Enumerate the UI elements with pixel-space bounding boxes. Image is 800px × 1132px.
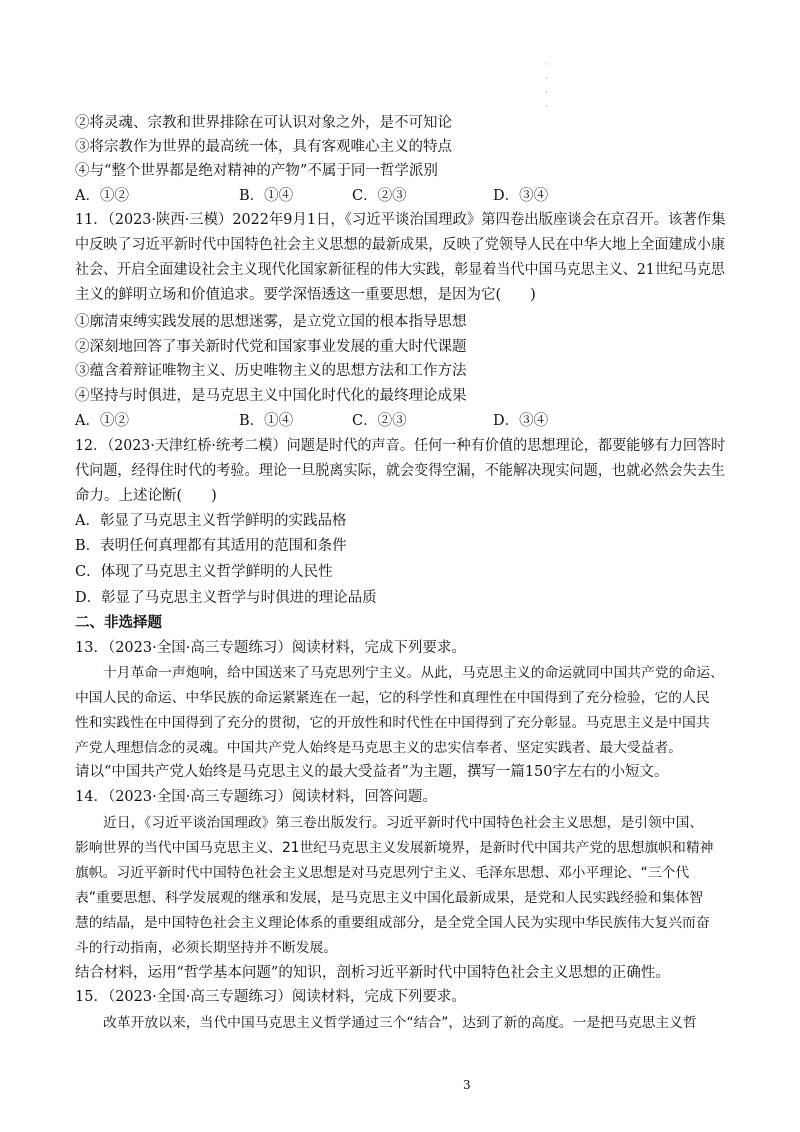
q10-item-2: ②将灵魂、宗教和世界排除在可认识对象之外，是不可知论 — [75, 115, 452, 131]
q11-item-2: ②深刻地回答了事关新时代党和国家事业发展的重大时代课题 — [75, 339, 467, 355]
q11-item-3: ③蕴含着辩证唯物主义、历史唯物主义的思想方法和工作方法 — [75, 363, 467, 379]
q11-stem-line-2: 中反映了习近平新时代中国特色社会主义思想的最新成果，反映了党领导人民在中华大地上全面建成小康 — [75, 237, 725, 253]
q13-head: 13．（2023·全国·高三专题练习）阅读材料，完成下列要求。 — [75, 640, 466, 656]
q15-head: 15．（2023·全国·高三专题练习）阅读材料，完成下列要求。 — [75, 989, 466, 1005]
q10-option-d[interactable]: D．③④ — [493, 188, 549, 204]
q12-option-c[interactable]: C．体现了马克思主义哲学鲜明的人民性 — [75, 564, 333, 580]
q11-stem-line-3: 社会、开启全面建设社会主义现代化国家新征程的伟大实践，彰显着当代中国马克思主义、21世纪马克思 — [75, 262, 725, 278]
q11-options — [75, 409, 725, 433]
document-page — [75, 0, 725, 1132]
q14-material-line-1: 近日，《习近平谈治国理政》第三卷出版发行。习近平新时代中国特色社会主义思想，是引领中国、 — [103, 815, 704, 831]
q13-material-line-4: 产党人理想信念的灵魂。中国共产党人始终是马克思主义的忠实信奉者、坚定实践者、最大受益者。 — [75, 740, 683, 756]
q11-stem-line-4: 主义的鲜明立场和价值追求。要学深悟透这一重要思想，是因为它( ) — [75, 287, 536, 303]
q13-material-line-1: 十月革命一声炮响，给中国送来了马克思列宁主义。从此，马克思主义的命运就同中国共产党的命运、 — [103, 665, 724, 681]
q14-material-line-4: 表”重要思想、科学发展观的继承和发展，是马克思主义中国化最新成果，是党和人民实践经验和集体智 — [75, 890, 704, 906]
q11-item-4: ④坚持与时俱进，是马克思主义中国化时代化的最终理论成果 — [75, 388, 467, 404]
q12-stem-line-3: 命力。上述论断( ) — [75, 488, 217, 504]
q11-item-1: ①廓清束缚实践发展的思想迷雾，是立党立国的根本指导思想 — [75, 314, 467, 330]
q10-item-4: ④与“整个世界都是绝对精神的产物”不属于同一哲学派别 — [75, 163, 438, 179]
q10-option-b[interactable]: B．①④ — [239, 188, 294, 204]
q10-item-3: ③将宗教作为世界的最高统一体，具有客观唯心主义的特点 — [75, 139, 452, 155]
q13-task: 请以“中国共产党人始终是马克思主义的最大受益者”为主题，撰写一篇150字左右的小短文。 — [75, 764, 669, 780]
q12-stem-line-1: 12．（2023·天津红桥·统考二模）问题是时代的声音。任何一种有价值的思想理论，都要能够有力回答时 — [75, 438, 726, 454]
q14-task: 结合材料，运用“哲学基本问题”的知识，剖析习近平新时代中国特色社会主义思想的正确性。 — [75, 965, 670, 981]
q11-option-d[interactable]: D．③④ — [493, 413, 549, 429]
q14-material-line-2: 影响世界的当代中国马克思主义、21世纪马克思主义发展新境界，是新时代中国共产党的思想旗帜和精神 — [75, 840, 714, 856]
q11-option-b[interactable]: B．①④ — [239, 413, 294, 429]
q11-stem-line-1: 11．（2023·陕西·三模）2022年9月1日，《习近平谈治国理政》第四卷出版座谈会在京召开。该著作集 — [75, 212, 726, 228]
q11-option-a[interactable]: A．①② — [75, 413, 129, 429]
page-number: 3 — [463, 1078, 471, 1092]
section-title-non-choice: 二、非选择题 — [75, 615, 162, 631]
q11-option-c[interactable]: C．②③ — [352, 413, 407, 429]
q14-material-line-5: 慧的结晶，是中国特色社会主义理论体系的重要组成部分，是全党全国人民为实现中华民族伟大复兴而奋 — [75, 915, 710, 931]
q14-head: 14．（2023·全国·高三专题练习）阅读材料，回答问题。 — [75, 789, 437, 805]
q12-option-b[interactable]: B．表明任何真理都有其适用的范围和条件 — [75, 538, 347, 554]
q12-stem-line-2: 代问题，经得住时代的考验。理论一旦脱离实际，就会变得空漏，不能解决现实问题，也就必然会失去生 — [75, 463, 725, 479]
q12-option-d[interactable]: D．彰显了马克思主义哲学与时俱进的理论品质 — [75, 590, 377, 606]
q13-material-line-3: 性和实践性在中国得到了充分的贯彻，它的开放性和时代性在中国得到了充分彰显。马克思主义是中国共 — [75, 715, 710, 731]
q10-options — [75, 184, 725, 208]
q10-option-a[interactable]: A．①② — [75, 188, 129, 204]
q10-option-c[interactable]: C．②③ — [352, 188, 407, 204]
q13-material-line-2: 中国人民的命运、中华民族的命运紧紧连在一起，它的科学性和真理性在中国得到了充分检验，它的人民 — [75, 690, 710, 706]
q14-material-line-6: 斗的行动指南，必须长期坚持并不断发展。 — [75, 940, 338, 956]
q12-option-a[interactable]: A．彰显了马克思主义哲学鲜明的实践品格 — [75, 513, 347, 529]
q15-material-line-1: 改革开放以来，当代中国马克思主义哲学通过三个“结合”，达到了新的高度。一是把马克思主义哲 — [103, 1015, 697, 1031]
q14-material-line-3: 旗帜。习近平新时代中国特色社会主义思想是对马克思列宁主义、毛泽东思想、邓小平理论、“三个代 — [75, 865, 690, 881]
header-dots: · · · · — [545, 60, 548, 111]
